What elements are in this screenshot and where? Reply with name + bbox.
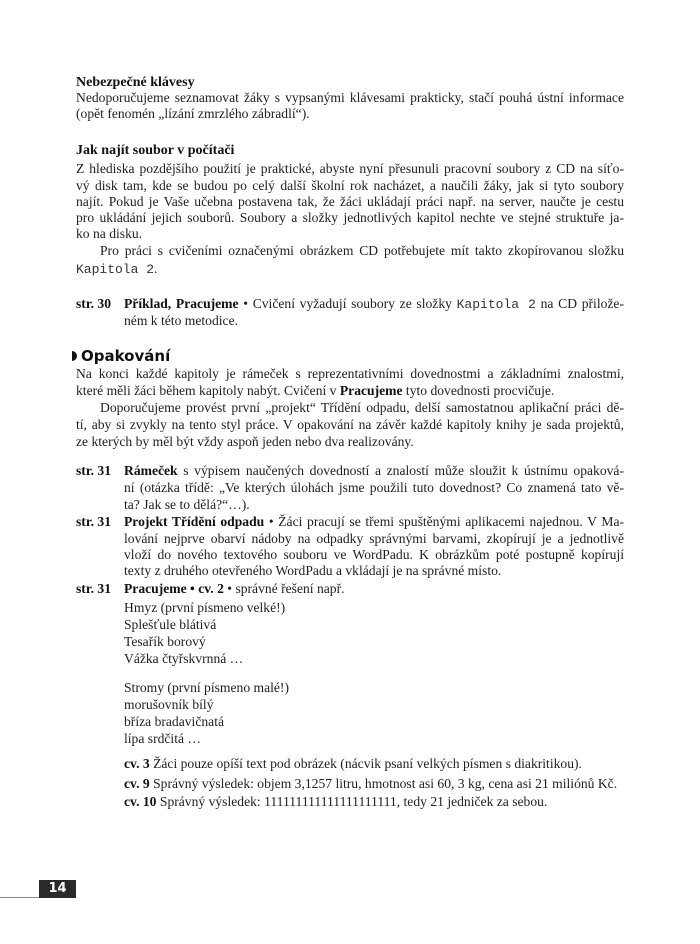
page-ref-label: str. 30 [76, 296, 111, 311]
page-ref-item-line [124, 295, 624, 313]
text: ta? Jak se to dělá?“…). [124, 497, 250, 512]
heading-nebezpecne-klavesy: Nebezpečné klávesy [76, 75, 195, 90]
page-ref-item-line [124, 530, 624, 547]
paragraph-line [76, 242, 624, 259]
text: Pro práci s cvičeními označenými obrázkem CD potřebujete mít takto zkopírovanou složku [100, 243, 624, 258]
text: Splešťule blátivá [124, 617, 217, 632]
text: Vážka čtyřskvrnná … [124, 651, 244, 666]
text: (opět fenomén „lízání zmrzlého zábradlí“). [76, 106, 310, 121]
text: ní (otázka třídě: „Ve kterých úlohách jsme použili tuto dovednost? Co znamená tato vě- [124, 480, 624, 495]
text: morušovník bílý [124, 697, 214, 712]
page-ref-item-line [124, 562, 624, 579]
text: najít. Pokud je Vaše učebna postavena tak, že žáci ukládají práci např. na server, naučte je cestu [76, 194, 624, 209]
paragraph-line [76, 382, 624, 399]
section-heading-opakovani [72, 347, 170, 365]
text: pro ukládání jejich souborů. Soubory a složky jednotlivých kapitol nechte ve stejné struktuře ja- [76, 210, 624, 225]
text: texty z druhého otevřeného WordPadu a vkládají je na správné místo. [124, 563, 502, 578]
text: vý disk tam, kde se budou po celý další školní rok nacházet, a naučili žáky, jak si tyto soubory [76, 178, 624, 193]
text: lípa srdčitá … [124, 731, 202, 746]
text: ném k této metodice. [124, 313, 239, 328]
paragraph-line [76, 399, 624, 416]
paragraph-line [76, 416, 624, 433]
page-number: 14 [39, 880, 76, 898]
text: Správný výsledek: 111111111111111111111, tedy 21 jedniček za sebou. [156, 794, 548, 809]
heading-jak-najit-soubor: Jak najít soubor v počítači [76, 143, 235, 158]
text: Žáci pouze opíší text pod obrázek (nácvik psaní velkých písmen s diakritikou). [149, 756, 582, 771]
page-ref-label: str. 31 [76, 581, 111, 596]
paragraph-line [76, 193, 624, 210]
text: s výpisem naučených dovedností a znalostí může sloužit k ústnímu opaková- [177, 463, 624, 478]
text: Stromy (první písmeno malé!) [124, 680, 289, 695]
paragraph-line [76, 160, 624, 177]
text: bříza bradavičnatá [124, 714, 225, 729]
text: Na konci každé kapitoly je rámeček s reprezentativními dovednostmi a základními znalostmi, [76, 366, 624, 381]
text: ze kterých by měl být vždy aspoň jeden nebo dva realizovány. [76, 434, 414, 449]
text: . [154, 261, 158, 276]
text: • Žáci pracují se třemi spuštěnými aplikacemi najednou. V Ma- [264, 514, 625, 529]
page-ref-item-line [124, 679, 624, 696]
bold-text: Pracujeme [339, 383, 403, 398]
paragraph-line [76, 225, 624, 242]
paragraph-line [76, 89, 624, 106]
paragraph-line [76, 260, 624, 278]
page-ref-item-line [124, 775, 624, 792]
bold-text: Pracujeme • cv. 2 [124, 581, 224, 596]
bold-text: Rámeček [124, 463, 178, 478]
text: vloží do nového textového souboru ve WordPadu. K obrázkům poté postupně kopírují [124, 547, 624, 562]
page-ref-item-line [124, 650, 624, 667]
text: Doporučujeme provést první „projekt“ Třídění odpadu, delší samostatnou aplikační práci dě- [100, 400, 624, 415]
page-ref-item-line [124, 713, 624, 730]
page-ref-item-line [124, 755, 624, 772]
footer-rule [0, 897, 39, 898]
page-ref-item-line [124, 496, 624, 513]
page-ref-item-line [124, 616, 624, 633]
text: Nedoporučujeme seznamovat žáky s vypsanými klávesami prakticky, stačí pouhá ústní informace [76, 90, 624, 105]
page-ref-item-line [124, 599, 624, 616]
text: Tesařík borový [124, 634, 206, 649]
text: Správný výsledek: objem 3,1257 litru, hmotnost asi 60, 3 kg, cena asi 21 miliónů Kč. [149, 776, 618, 791]
section-title: Opakování [81, 347, 171, 365]
page-ref-item-line [124, 479, 624, 496]
page-ref-label: str. 31 [76, 463, 111, 478]
paragraph-line [76, 209, 624, 226]
text: ko na disku. [76, 226, 143, 241]
text: • správné řešení např. [223, 581, 345, 596]
page-ref-item-line [124, 546, 624, 563]
paragraph-line [76, 105, 624, 122]
text: tyto dovednosti procvičuje. [402, 383, 555, 398]
text: které měli žáci během kapitoly nabýt. Cvičení v [76, 383, 340, 398]
text: Hmyz (první písmeno velké!) [124, 600, 286, 615]
bold-text: cv. 3 [124, 756, 150, 771]
page-ref-item-line [124, 513, 624, 530]
page-ref-item-line [124, 793, 624, 810]
page-ref-item-line [124, 312, 624, 329]
page-ref-item-line [124, 730, 624, 747]
text: • Cvičení vyžadují soubory ze složky [238, 296, 457, 311]
bold-text: Projekt Třídění odpadu [124, 514, 265, 529]
monospace-folder-name: Kapitola 2 [76, 262, 155, 277]
bold-text: Příklad, Pracujeme [124, 296, 239, 311]
page-ref-item-line [124, 696, 624, 713]
page-ref-item-line [124, 580, 624, 597]
bold-text: cv. 10 [124, 794, 157, 809]
text: na CD přilože- [535, 296, 624, 311]
page-ref-item-line [124, 462, 624, 479]
text: Z hlediska pozdějšího použití je praktické, abyste nyní přesunuli pracovní soubory z CD na síťo- [76, 161, 624, 176]
text: lování nejprve obarví nádoby na odpadky správnými barvami, zkopírují je a jednotlivě [124, 531, 624, 546]
bold-text: cv. 9 [124, 776, 150, 791]
half-circle-bullet-icon [72, 351, 77, 361]
page-ref-label: str. 31 [76, 514, 111, 529]
paragraph-line [76, 365, 624, 382]
text: tí, aby si zvykly na tento styl práce. V opakování na závěr každé kapitoly knihy je sada projektů, [76, 417, 624, 432]
monospace-folder-name: Kapitola 2 [456, 297, 536, 312]
paragraph-line [76, 177, 624, 194]
paragraph-line [76, 433, 624, 450]
page-ref-item-line [124, 633, 624, 650]
